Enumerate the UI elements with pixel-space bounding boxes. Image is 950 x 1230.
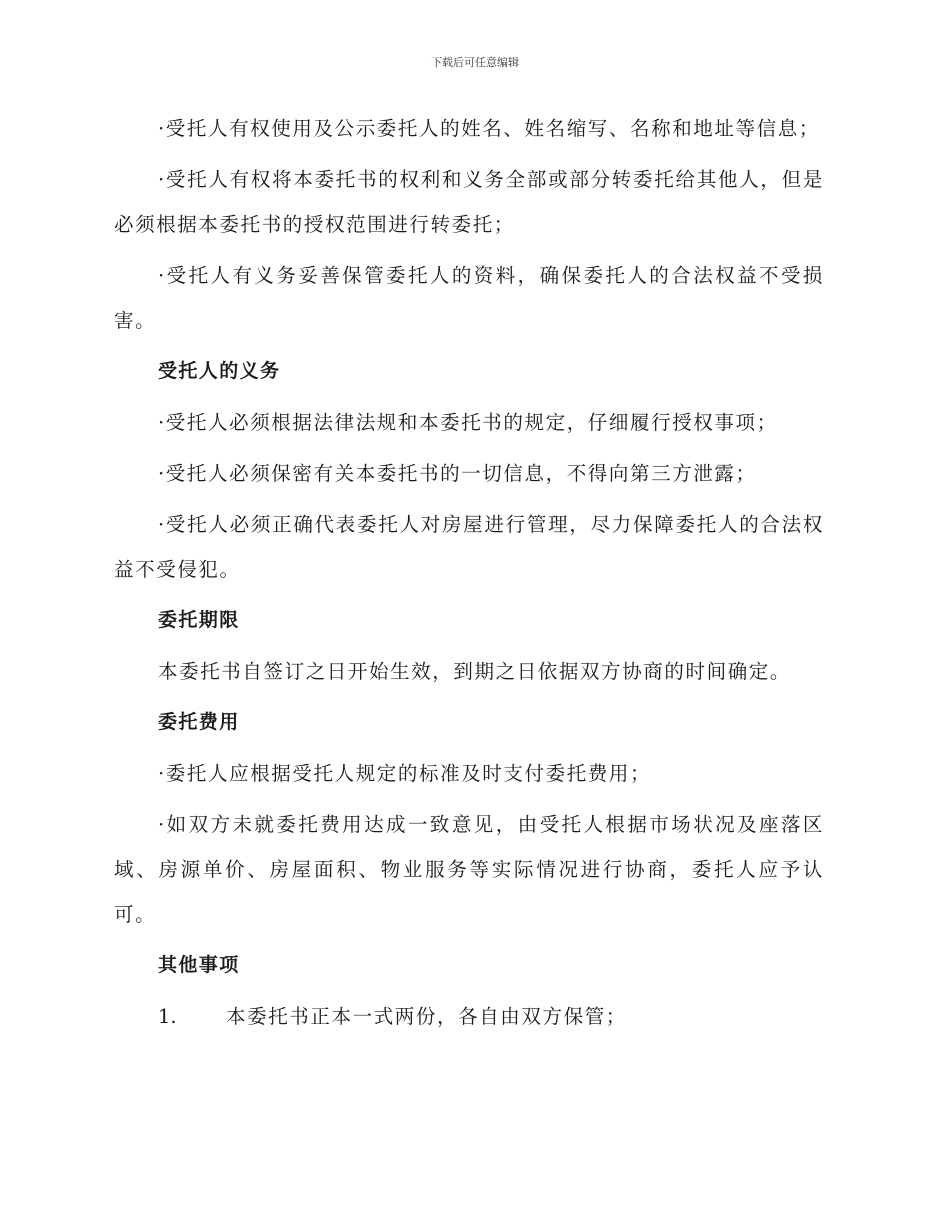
- clause-manage-property: ·受托人必须正确代表委托人对房屋进行管理，尽力保障委托人的合法权益不受侵犯。: [114, 513, 824, 581]
- document-body: [114, 106, 824, 1039]
- page-header: 下载后可任意编辑: [431, 56, 519, 69]
- clause-publicize-info: ·受托人有权使用及公示委托人的姓名、姓名缩写、名称和地址等信息；: [158, 117, 820, 140]
- clause-perform-authorization: ·受托人必须根据法律法规和本委托书的规定，仔细履行授权事项；: [158, 411, 778, 434]
- section-heading-fees: 委托费用: [158, 711, 240, 733]
- clause-fee-negotiation: ·如双方未就委托费用达成一致意见，由受托人根据市场状况及座落区域、房源单价、房屋面积、物业服务等实际情况进行协商，委托人应予认可。: [114, 813, 824, 926]
- clause-confidentiality: ·受托人必须保密有关本委托书的一切信息，不得向第三方泄露；: [158, 462, 757, 485]
- clause-pay-fees: ·委托人应根据受托人规定的标准及时支付委托费用；: [158, 762, 652, 785]
- numbered-item: [114, 994, 824, 1039]
- clause-safekeep-materials: ·受托人有义务妥善保管委托人的资料，确保委托人的合法权益不受损害。: [114, 264, 824, 332]
- section-heading-other: 其他事项: [158, 954, 240, 976]
- clause-term: 本委托书自签订之日开始生效，到期之日依据双方协商的时间确定。: [158, 660, 792, 683]
- item-text: 本委托书正本一式两份，各自由双方保管；: [226, 1005, 627, 1028]
- section-heading-trustee-duties: 受托人的义务: [158, 360, 281, 382]
- item-number: 1.: [158, 1005, 177, 1028]
- clause-subdelegate: ·受托人有权将本委托书的权利和义务全部或部分转委托给其他人，但是必须根据本委托书的授权范围进行转委托；: [114, 168, 824, 236]
- section-heading-term: 委托期限: [158, 609, 240, 631]
